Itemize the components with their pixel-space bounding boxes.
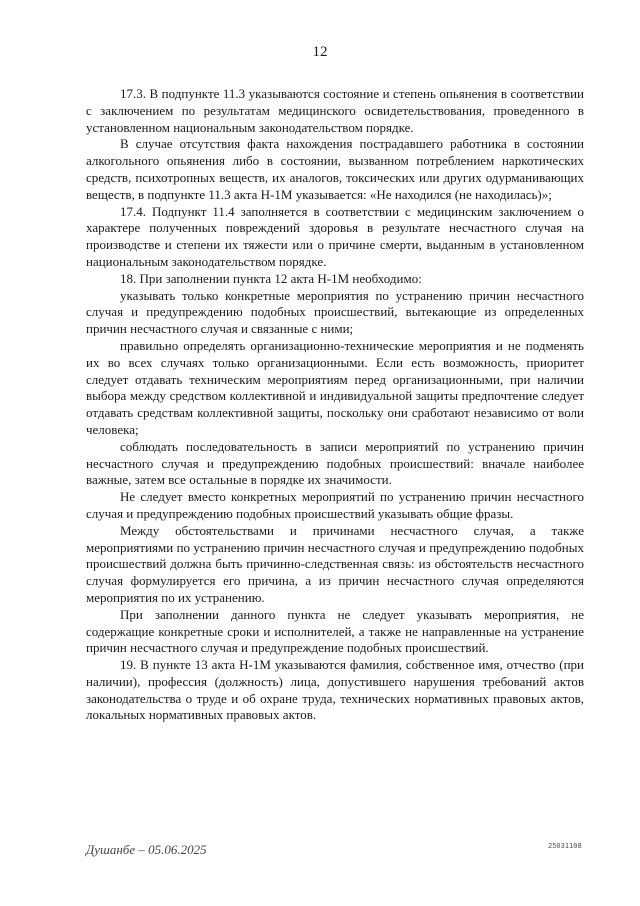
footer-doc-code: 25031108 [548, 842, 582, 850]
paragraph-19: 19. В пункте 13 акта Н-1М указываются фамилия, собственное имя, отчество (при наличии), профессия (должность) лица, допустившего нарушения требований актов законодательства о труде и об охране труда, технических нормативных правовых актов, локальных нормативных правовых актов. [86, 657, 584, 723]
paragraph-sequence: соблюдать последовательность в записи мероприятий по устранению причин несчастного случая и предупреждению подобных происшествий: вначале наиболее важные, затем все остальные в порядке их значимости. [86, 438, 584, 488]
page-number: 12 [312, 44, 328, 60]
paragraph-intoxication-absence: В случае отсутствия факта нахождения пострадавшего работника в состоянии алкогольного опьянения либо в состоянии, вызванном потреблением наркотических средств, психотропных веществ, их аналогов, токсических или других одурманивающих веществ, в подпункте 11.3 акта Н-1М указывается: «Не находился (не находилась)»; [86, 136, 584, 202]
footer-city-date: Душанбе – 05.06.2025 [86, 842, 207, 857]
paragraph-no-deadlines: При заполнении данного пункта не следует указывать мероприятия, не содержащие конкретные сроки и исполнителей, а также не направленные на устранение причин несчастного случая и предупреждение подобных происшествий. [86, 606, 584, 656]
paragraph-org-tech-measures: правильно определять организационно-технические мероприятия и не подменять их во всех случаях только организационными. Если есть возможность, приоритет следует отдавать техническим мероприятиям перед организационными, при наличии выбора между средством коллективной и индивидуальной защиты предпочтение следует отдавать средствам коллективной защиты, поскольку они сработают независимо от воли человека; [86, 337, 584, 437]
paragraph-17-4: 17.4. Подпункт 11.4 заполняется в соответствии с медицинским заключением о характере полученных повреждений здоровья в результате несчастного случая на производстве и степени их тяжести или о причине смерти, выданным в установленном национальным законодательством порядке. [86, 203, 584, 269]
paragraph-causal-link: Между обстоятельствами и причинами несчастного случая, а также мероприятиями по устранению причин несчастного случая и предупреждению подобных происшествий должна быть причинно-следственная связь: из обстоятельств несчастного случая формулируется его причина, а из причин несчастного случая определяются мероприятия по их устранению. [86, 522, 584, 605]
paragraph-specific-measures: указывать только конкретные мероприятия по устранению причин несчастного случая и предупреждению подобных происшествий, вытекающие из определенных причин несчастного случая и связанные с ними; [86, 287, 584, 337]
document-body [86, 86, 584, 724]
paragraph-17-3: 17.3. В подпункте 11.3 указываются состояние и степень опьянения в соответствии с заключением по результатам медицинского освидетельствования, проведенного в установленном национальным законодательством порядке. [86, 86, 584, 135]
paragraph-18: 18. При заполнении пункта 12 акта Н-1М необходимо: [120, 270, 422, 286]
paragraph-no-general-phrases: Не следует вместо конкретных мероприятий по устранению причин несчастного случая и предупреждению подобных происшествий указывать общие фразы. [86, 489, 584, 521]
